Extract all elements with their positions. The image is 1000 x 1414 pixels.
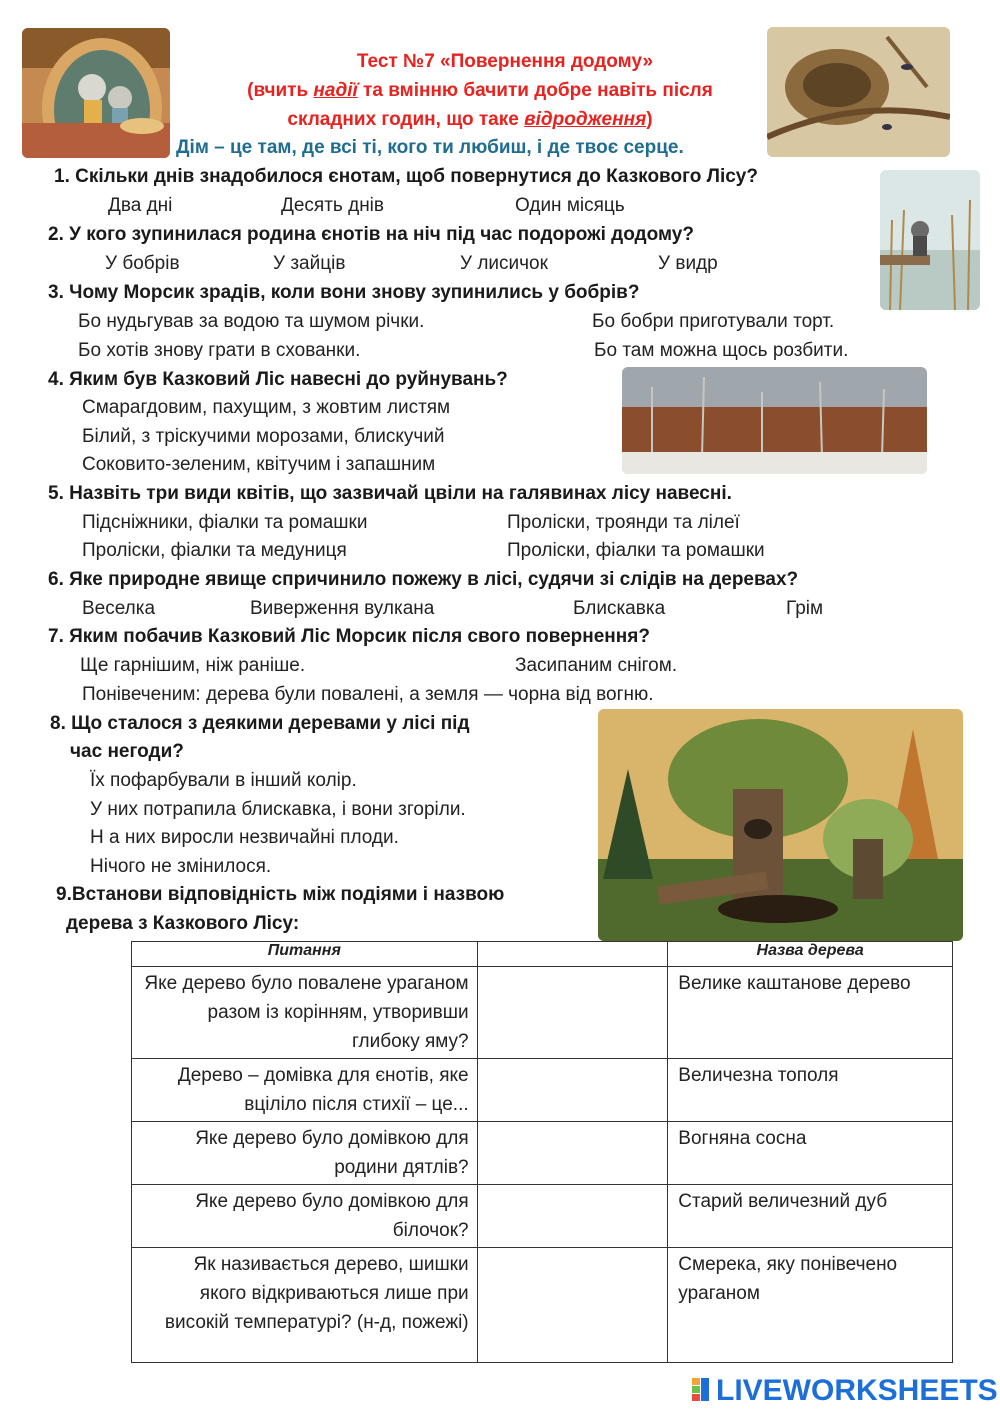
worksheet-subtitle-line1: [200, 80, 760, 102]
table-row: [132, 1059, 953, 1122]
subtitle-emphasis: відродження: [524, 109, 647, 130]
table-row: [132, 1248, 953, 1363]
row-question: Як називається дерево, шишки якого відкриваються лише при високій температурі? (н-д, пожежі): [132, 1248, 478, 1363]
column-header-question: Питання: [132, 942, 478, 967]
row-question: Яке дерево було повалене ураганом разом із корінням, утворивши глибоку яму?: [132, 967, 478, 1059]
q8-option-2[interactable]: У них потрапила блискавка, і вони згоріли.: [90, 799, 466, 820]
table-header-row: [132, 942, 953, 967]
q1-option-2[interactable]: Десять днів: [281, 195, 384, 216]
q5-option-4[interactable]: Проліски, фіалки та ромашки: [507, 540, 765, 561]
subtitle-emphasis: надії: [313, 80, 358, 101]
answer-drop-cell[interactable]: [477, 1185, 668, 1248]
column-header-tree: Назва дерева: [668, 942, 953, 967]
row-question: Дерево – домівка для єнотів, яке вціліло після стихії – це...: [132, 1059, 478, 1122]
motto: Дім – це там, де всі ті, кого ти любиш, і де твоє серце.: [176, 137, 684, 158]
column-header-answer: [477, 942, 668, 967]
nest-illustration: [767, 27, 950, 157]
q8-option-3[interactable]: Н а них виросли незвичайні плоди.: [90, 827, 399, 848]
table-row: [132, 1185, 953, 1248]
question-6: 6. Яке природне явище спричинило пожежу в лісі, судячи зі слідів на деревах?: [48, 569, 799, 590]
q8-option-1[interactable]: Їх пофарбували в інший колір.: [90, 770, 357, 791]
row-question: Яке дерево було домівкою для родини дятлів?: [132, 1122, 478, 1185]
reeds-raccoon-illustration: [880, 170, 980, 310]
answer-drop-cell[interactable]: [477, 1122, 668, 1185]
subtitle-part: складних годин, що таке: [287, 109, 525, 130]
row-tree[interactable]: Величезна тополя: [668, 1059, 953, 1122]
row-tree[interactable]: Вогняна сосна: [668, 1122, 953, 1185]
q4-option-2[interactable]: Білий, з тріскучими морозами, блискучий: [82, 426, 445, 447]
table-row: [132, 967, 953, 1059]
question-7: 7. Яким побачив Казковий Ліс Морсик після свого повернення?: [48, 626, 650, 647]
fairy-forest-trees-illustration: [598, 709, 963, 941]
question-3: 3. Чому Морсик зрадів, коли вони знову зупинились у бобрів?: [48, 282, 640, 303]
q3-option-2[interactable]: Бо бобри приготували торт.: [592, 311, 835, 332]
q6-option-3[interactable]: Блискавка: [573, 598, 666, 619]
question-9-line2: дерева з Казкового Лісу:: [66, 913, 300, 934]
row-tree[interactable]: Старий величезний дуб: [668, 1185, 953, 1248]
row-tree[interactable]: Смерека, яку понівечено ураганом: [668, 1248, 953, 1363]
q7-option-2[interactable]: Засипаним снігом.: [515, 655, 678, 676]
q3-option-1[interactable]: Бо нудьгував за водою та шумом річки.: [78, 311, 425, 332]
q6-option-2[interactable]: Виверження вулкана: [250, 598, 435, 619]
worksheet-subtitle-line2: [200, 109, 740, 131]
q2-option-2[interactable]: У зайців: [273, 253, 346, 274]
row-question: Яке дерево було домівкою для білочок?: [132, 1185, 478, 1248]
q6-option-1[interactable]: Веселка: [82, 598, 156, 619]
q7-option-1[interactable]: Ще гарнішим, ніж раніше.: [80, 655, 306, 676]
row-tree[interactable]: Велике каштанове дерево: [668, 967, 953, 1059]
answer-drop-cell[interactable]: [477, 967, 668, 1059]
question-8-line2: час негоди?: [70, 741, 184, 762]
q2-option-4[interactable]: У видр: [658, 253, 718, 274]
raccoon-family-illustration: [22, 28, 170, 158]
worksheet-title: Тест №7 «Повернення додому»: [356, 51, 654, 72]
question-4: 4. Яким був Казковий Ліс навесні до руйнувань?: [48, 369, 508, 390]
question-1: 1. Скільки днів знадобилося єнотам, щоб повернутися до Казкового Лісу?: [54, 166, 758, 187]
q3-option-4[interactable]: Бо там можна щось розбити.: [594, 340, 849, 361]
liveworksheets-logo[interactable]: LIVEWORKSHEETS: [716, 1374, 998, 1407]
question-9-line1: 9.Встанови відповідність між подіями і назвою: [56, 884, 505, 905]
answer-drop-cell[interactable]: [477, 1059, 668, 1122]
table-row: [132, 1122, 953, 1185]
q6-option-4[interactable]: Грім: [786, 598, 824, 619]
burnt-forest-illustration: [622, 367, 927, 474]
answer-drop-cell[interactable]: [477, 1248, 668, 1363]
matching-table: [131, 941, 953, 1363]
q5-option-3[interactable]: Проліски, фіалки та медуниця: [82, 540, 347, 561]
question-2: 2. У кого зупинилася родина єнотів на ніч під час подорожі додому?: [48, 224, 694, 245]
q2-option-3[interactable]: У лисичок: [460, 253, 548, 274]
q4-option-3[interactable]: Соковито-зеленим, квітучим і запашним: [82, 454, 436, 475]
q5-option-1[interactable]: Підсніжники, фіалки та ромашки: [82, 512, 368, 533]
subtitle-part: (вчить: [247, 80, 314, 101]
q1-option-3[interactable]: Один місяць: [515, 195, 625, 216]
subtitle-part: ): [646, 109, 653, 130]
subtitle-part: та вмінню бачити добре навіть після: [357, 80, 713, 101]
q5-option-2[interactable]: Проліски, троянди та лілеї: [507, 512, 740, 533]
q3-option-3[interactable]: Бо хотів знову грати в схованки.: [78, 340, 361, 361]
q8-option-4[interactable]: Нічого не змінилося.: [90, 856, 272, 877]
q7-option-3[interactable]: Понівеченим: дерева були повалені, а земля — чорна від вогню.: [82, 684, 654, 705]
q1-option-1[interactable]: Два дні: [108, 195, 173, 216]
question-5: 5. Назвіть три види квітів, що зазвичай цвіли на галявинах лісу навесні.: [48, 483, 732, 504]
q4-option-1[interactable]: Смарагдовим, пахущим, з жовтим листям: [82, 397, 451, 418]
q2-option-1[interactable]: У бобрів: [105, 253, 180, 274]
question-8-line1: 8. Що сталося з деякими деревами у лісі під: [50, 713, 470, 734]
liveworksheets-logo-icon: [692, 1378, 710, 1402]
